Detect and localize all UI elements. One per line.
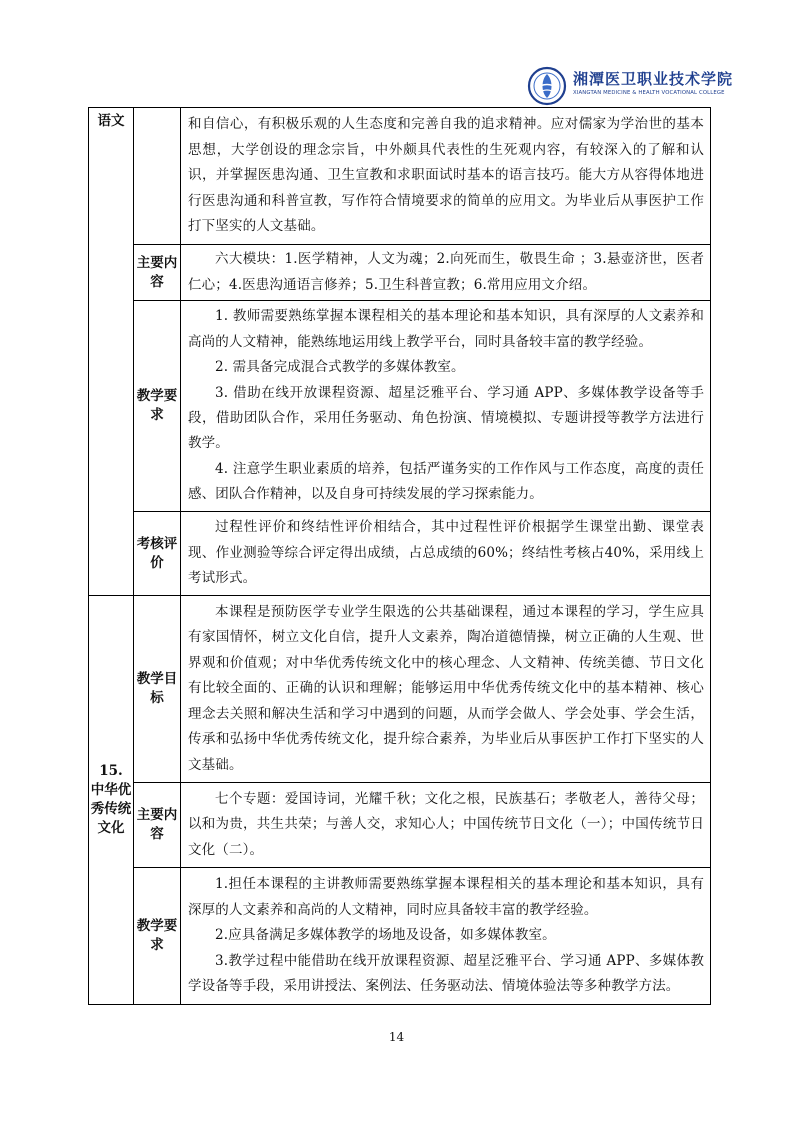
row-label: 考核评价 [134, 512, 181, 596]
table-row [89, 108, 711, 245]
course-name: 语文 [97, 113, 125, 129]
table-row [89, 301, 711, 512]
content-text-cell [181, 783, 711, 868]
goal-text: 和自信心，有积极乐观的人生态度和完善自我的追求精神。应对儒家为学治世的基本思想，大学创设的理念宗旨，中外颇具代表性的生死观内容，有较深入的了解和认识，并掌握医患沟通、卫生宣教和求职面试时基本的语言技巧。能大方从容得体地进行医患沟通和科普宣教，写作符合情境要求的简单的应用文。为毕业后从事医护工作打下坚实的人文基础。 [188, 116, 704, 235]
evaluation-text: 过程性评价和终结性评价相结合，其中过程性评价根据学生课堂出勤、课堂表现、作业测验等综合评定得出成绩，占总成绩的60%；终结性考核占40%，采用线上考试形式。 [188, 519, 704, 587]
requirement-item: 3. 借助在线开放课程资源、超星泛雅平台、学习通 APP、多媒体教学设备等手段，借助团队合作，采用任务驱动、角色扮演、情境模拟、专题讲授等教学方法进行教学。 [188, 384, 704, 452]
course-table [88, 107, 711, 1005]
requirement-item: 3.教学过程中能借助在线开放课程资源、超星泛雅平台、学习通 APP、多媒体教学设备等手段，采用讲授法、案例法、任务驱动法、情境体验法等多种教学方法。 [188, 952, 704, 995]
requirement-item: 2.应具备满足多媒体教学的场地及设备，如多媒体教室。 [215, 927, 556, 944]
table-row [89, 512, 711, 596]
label-cell-empty [134, 108, 181, 245]
row-label: 教学要求 [134, 301, 181, 512]
course-name: 中华优秀传统文化 [90, 782, 132, 836]
row-label: 主要内容 [134, 245, 181, 301]
course-name-cell [89, 596, 134, 1005]
page-number: 14 [388, 1030, 405, 1044]
college-name-cn: 湘潭医卫职业技术学院 [573, 70, 734, 88]
table-row [89, 783, 711, 868]
requirements-cell [181, 301, 711, 512]
table-row [89, 596, 711, 783]
row-label: 教学目标 [134, 596, 181, 783]
course-number: 15. [99, 763, 123, 779]
requirement-item: 1.担任本课程的主讲教师需要熟练掌握本课程相关的基本理论和基本知识，具有深厚的人文素养和高尚的人文精神，同时应具备较丰富的教学经验。 [188, 876, 704, 918]
requirements-cell [181, 868, 711, 1005]
content-text: 六大模块：1.医学精神，人文为魂；2.向死而生，敬畏生命 ；3.悬壶济世，医者仁心；4.医患沟通语言修养；5.卫生科普宣教；6.常用应用文介绍。 [188, 251, 704, 293]
content-text: 七个专题：爱国诗词，光耀千秋；文化之根，民族基石；孝敬老人，善待父母；以和为贵，共生共荣；与善人交，求知心人；中国传统节日文化（一）；中国传统节日文化（二）。 [188, 790, 704, 858]
requirement-item: 2. 需具备完成混合式教学的多媒体教室。 [215, 359, 465, 376]
evaluation-cell [181, 512, 711, 596]
row-label: 教学要求 [134, 868, 181, 1005]
row-label: 主要内容 [134, 783, 181, 868]
college-name-en: XIANGTAN MEDICINE & HEALTH VOCATIONAL COLLEGE [573, 90, 725, 96]
table-row [89, 245, 711, 301]
requirement-item: 1. 教师需要熟练掌握本课程相关的基本理论和基本知识，具有深厚的人文素养和高尚的人文精神，能熟练地运用线上教学平台，同时具备较丰富的教学经验。 [188, 308, 704, 350]
goal-text-cell [181, 108, 711, 245]
college-logo [527, 64, 734, 108]
course-name-cell [89, 108, 134, 596]
goal-text-cell [181, 596, 711, 783]
requirement-item: 4. 注意学生职业素质的培养，包括严谨务实的工作作风与工作态度，高度的责任感、团队合作精神，以及自身可持续发展的学习探索能力。 [188, 460, 704, 503]
table-row [89, 868, 711, 1005]
college-emblem-icon [527, 66, 567, 106]
content-text-cell [181, 245, 711, 301]
goal-text: 本课程是预防医学专业学生限选的公共基础课程，通过本课程的学习，学生应具有家国情怀，树立文化自信，提升人文素养，陶冶道德情操，树立正确的人生观、世界观和价值观；对中华优秀传统文化中的核心理念、人文精神、传统美德、节日文化有比较全面的、正确的认识和理解；能够运用中华优秀传统文化中的基本精神、核心理念去关照和解决生活和学习中遇到的问题，从而学会做人、学会处事、学会生活，传承和弘扬中华优秀传统文化，提升综合素养，为毕业后从事医护工作打下坚实的人文基础。 [188, 604, 704, 773]
